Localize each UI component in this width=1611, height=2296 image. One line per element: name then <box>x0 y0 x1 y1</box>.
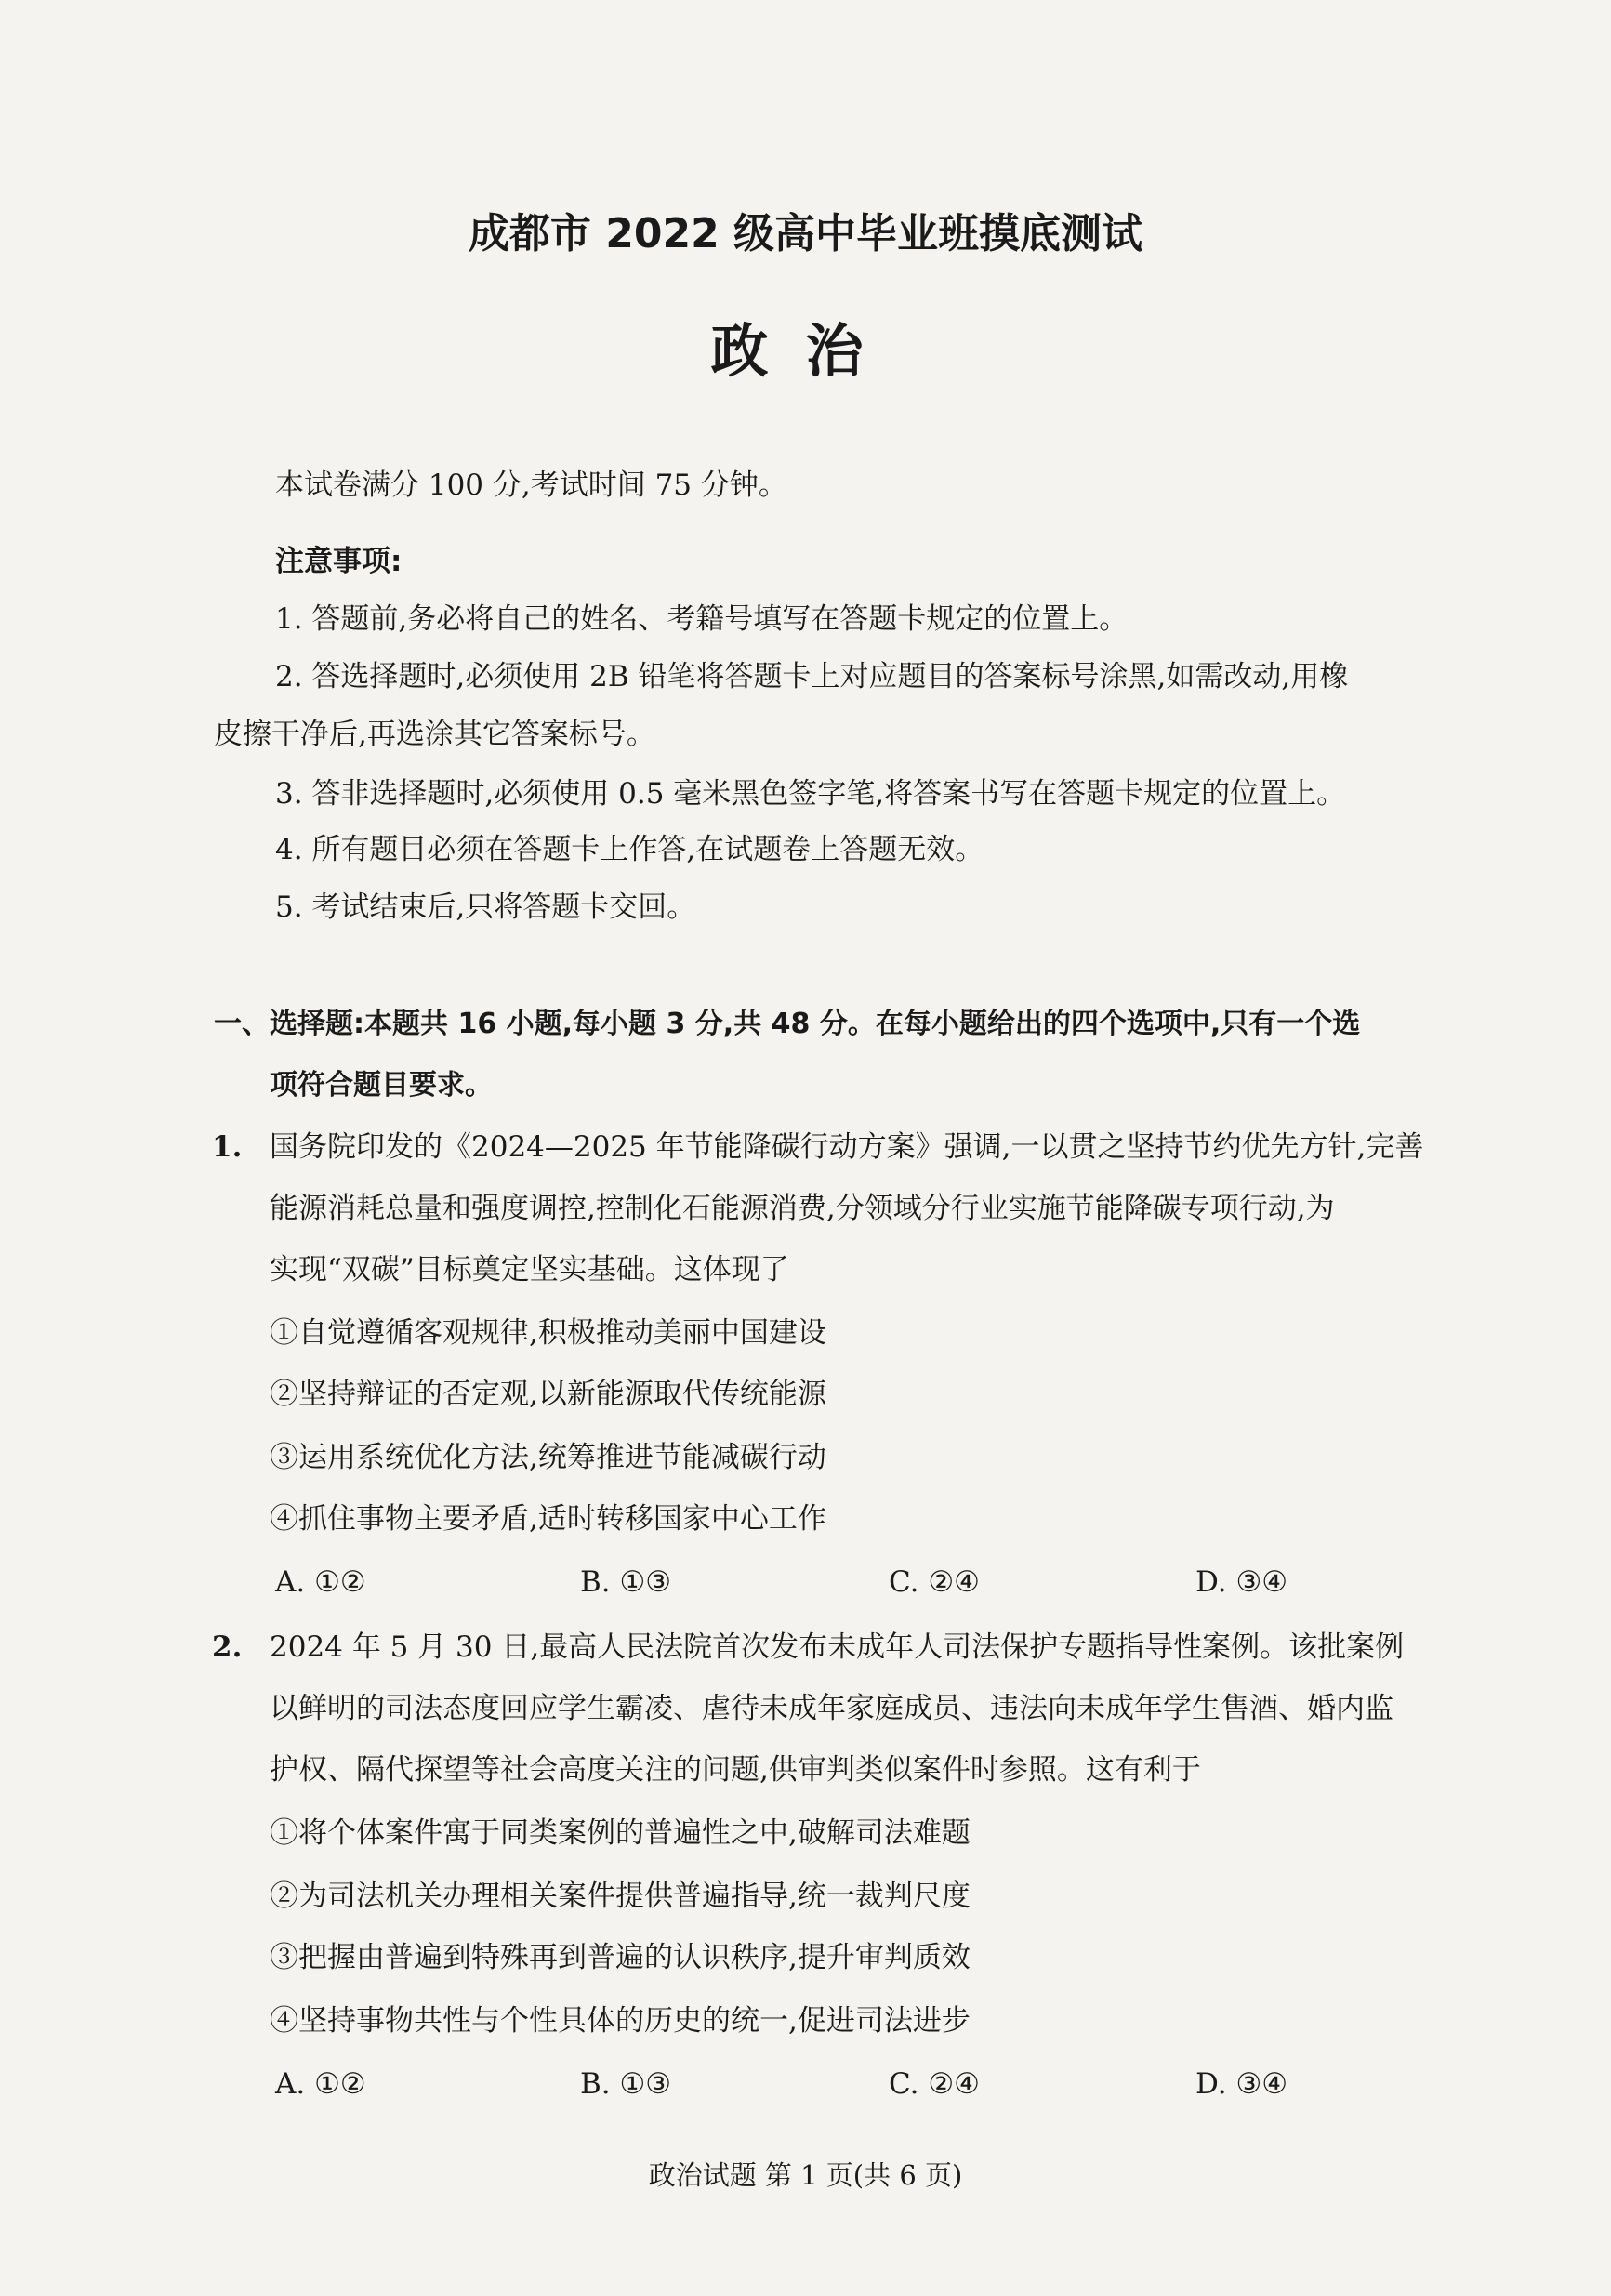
exam-title: 成都市 2022 级高中毕业班摸底测试 <box>468 210 1143 257</box>
question-stem: 护权、隔代探望等社会高度关注的问题,供审判类似案件时参照。这有利于 <box>270 1753 1201 1787</box>
notice-item: 皮擦干净后,再选涂其它答案标号。 <box>214 718 655 751</box>
section-heading: 一、选择题:本题共 16 小题,每小题 3 分,共 48 分。在每小题给出的四个选项中,只有一个选 <box>214 1008 1361 1040</box>
answer-option-a: A. ①② <box>275 1565 366 1599</box>
answer-option-d: D. ③④ <box>1195 2067 1288 2101</box>
statement-item: ③把握由普遍到特殊再到普遍的认识秩序,提升审判质效 <box>270 1941 971 1974</box>
notice-item: 5. 考试结束后,只将答题卡交回。 <box>275 891 696 924</box>
notice-item: 3. 答非选择题时,必须使用 0.5 毫米黑色签字笔,将答案书写在答题卡规定的位置上。 <box>275 777 1346 811</box>
statement-item: ①自觉遵循客观规律,积极推动美丽中国建设 <box>270 1316 826 1350</box>
notice-item: 2. 答选择题时,必须使用 2B 铅笔将答题卡上对应题目的答案标号涂黑,如需改动,用橡 <box>275 660 1349 693</box>
question-stem: 国务院印发的《2024—2025 年节能降碳行动方案》强调,一以贯之坚持节约优先方针,完善 <box>270 1130 1424 1164</box>
notice-item: 4. 所有题目必须在答题卡上作答,在试题卷上答题无效。 <box>275 833 984 866</box>
answer-option-c: C. ②④ <box>889 1565 980 1599</box>
statement-item: ④坚持事物共性与个性具体的历史的统一,促进司法进步 <box>270 2004 971 2038</box>
answer-option-c: C. ②④ <box>889 2067 980 2101</box>
answer-option-d: D. ③④ <box>1195 1565 1288 1599</box>
statement-item: ②为司法机关办理相关案件提供普遍指导,统一裁判尺度 <box>270 1880 971 1913</box>
notice-item: 1. 答题前,务必将自己的姓名、考籍号填写在答题卡规定的位置上。 <box>275 602 1129 636</box>
statement-item: ③运用系统优化方法,统筹推进节能减碳行动 <box>270 1441 826 1474</box>
notice-heading: 注意事项: <box>275 545 403 578</box>
question-stem: 能源消耗总量和强度调控,控制化石能源消费,分领域分行业实施节能降碳专项行动,为 <box>270 1192 1335 1225</box>
question-stem: 2024 年 5 月 30 日,最高人民法院首次发布未成年人司法保护专题指导性案例。该批案例 <box>270 1630 1405 1664</box>
question-number: 2. <box>212 1630 243 1664</box>
statement-item: ②坚持辩证的否定观,以新能源取代传统能源 <box>270 1378 826 1411</box>
statement-item: ①将个体案件寓于同类案例的普遍性之中,破解司法难题 <box>270 1816 971 1850</box>
page-footer: 政治试题 第 1 页(共 6 页) <box>648 2159 963 2191</box>
answer-option-a: A. ①② <box>275 2067 366 2101</box>
subject-title: 政治 <box>710 317 901 385</box>
answer-option-b: B. ①③ <box>580 1565 672 1599</box>
question-number: 1. <box>212 1130 243 1164</box>
answer-option-b: B. ①③ <box>580 2067 672 2101</box>
question-stem: 以鲜明的司法态度回应学生霸凌、虐待未成年家庭成员、违法向未成年学生售酒、婚内监 <box>270 1692 1393 1725</box>
question-stem: 实现“双碳”目标奠定坚实基础。这体现了 <box>270 1253 789 1287</box>
statement-item: ④抓住事物主要矛盾,适时转移国家中心工作 <box>270 1502 826 1536</box>
intro-text: 本试卷满分 100 分,考试时间 75 分钟。 <box>275 468 787 502</box>
section-heading-cont: 项符合题目要求。 <box>270 1069 493 1102</box>
